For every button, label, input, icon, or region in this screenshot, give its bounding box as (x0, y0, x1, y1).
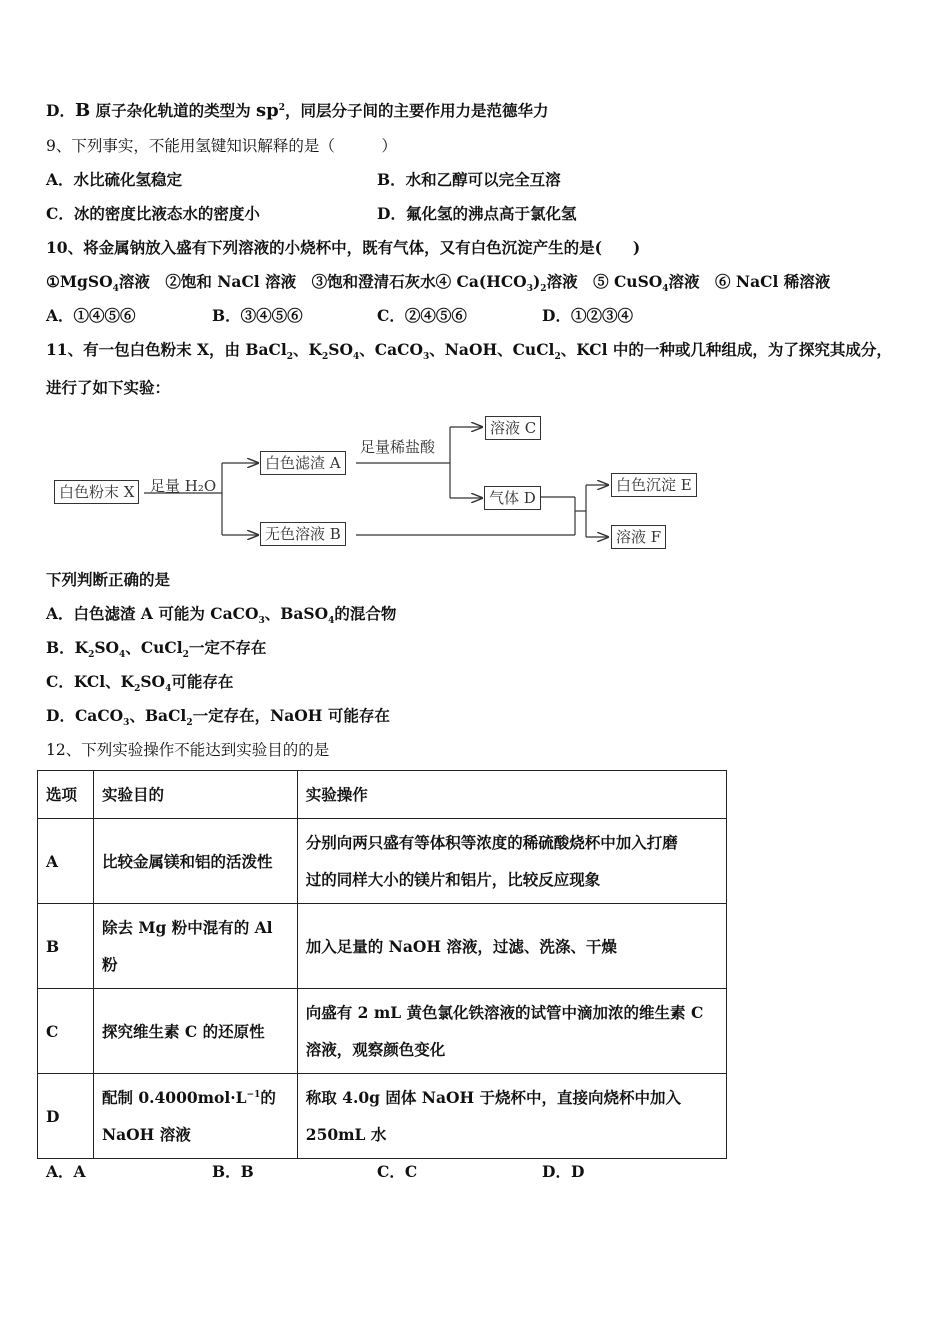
q9-option-b: B．水和乙醇可以完全互溶 (377, 170, 561, 189)
q12-option-b: B．B (212, 1162, 254, 1181)
q11-stem-line2: 进行了如下实验： (46, 378, 171, 397)
flow-label-acid: 足量稀盐酸 (360, 438, 436, 456)
q10-items: ①MgSO$_4$溶液 ②饱和 NaCl 溶液 ③饱和澄清石灰水④ $Ca(HCO_3)_2$溶液 ⑤ CuSO$_4$溶液 ⑥ NaCl 稀溶液 (46, 272, 831, 295)
row-option: A (38, 819, 94, 904)
q10-option-d: D．①②③④ (542, 306, 633, 325)
table-row (38, 904, 727, 989)
flow-box-c: 溶液 C (485, 416, 541, 440)
header-option: 选项 (38, 771, 94, 819)
q8-option-d: D．B 原子杂化轨道的类型为 $sp^2$，同层分子间的主要作用力是范德华力 (46, 100, 549, 121)
q12-stem: 12、下列实验操作不能达到实验目的的是 (46, 741, 330, 759)
q12-table (37, 770, 727, 1159)
row-option: B (38, 904, 94, 989)
q11-stem-line1: 11、有一包白色粉末 X，由 BaCl$_2$、$K_2SO_4$、CaCO$_3$、NaOH、CuCl$_2$、KCl 中的一种或几种组成，为了探究其成分， (46, 340, 892, 363)
table-row (38, 819, 727, 904)
flow-box-x: 白色粉末 X (54, 480, 139, 504)
row-option: C (38, 989, 94, 1074)
q9-option-a: A．水比硫化氢稳定 (46, 170, 183, 189)
q11-option-d: D．CaCO$_3$、BaCl$_2$一定存在，NaOH 可能存在 (46, 706, 390, 729)
row-purpose: 除去 Mg 粉中混有的 Al 粉 (93, 904, 297, 989)
flow-box-d: 气体 D (484, 486, 541, 510)
row-operation: 称取 4.0g 固体 NaOH 于烧杯中，直接向烧杯中加入 250mL 水 (297, 1074, 726, 1159)
table-row (38, 1074, 727, 1159)
header-operation: 实验操作 (297, 771, 726, 819)
q9-option-d: D．氟化氢的沸点高于氯化氢 (377, 204, 577, 223)
row-purpose: 配制 $0.4000mol\cdot L^{-1}$的 NaOH 溶液 (93, 1074, 297, 1159)
header-purpose: 实验目的 (93, 771, 297, 819)
q11-option-b: B．$K_2SO_4$、CuCl$_2$一定不存在 (46, 638, 267, 661)
q9-stem: 9、下列事实，不能用氢键知识解释的是（ ） (46, 137, 397, 155)
q9-option-c: C．冰的密度比液态水的密度小 (46, 204, 260, 223)
q10-option-b: B．③④⑤⑥ (212, 306, 303, 325)
flow-box-a: 白色滤渣 A (260, 451, 346, 475)
q12-option-d: D．D (542, 1162, 585, 1181)
q11-flow-diagram (40, 405, 720, 565)
row-operation: 分别向两只盛有等体积等浓度的稀硫酸烧杯中加入打磨 过的同样大小的镁片和铝片，比较反应现象 (297, 819, 726, 904)
row-purpose: 探究维生素 C 的还原性 (93, 989, 297, 1074)
q10-stem: 10、将金属钠放入盛有下列溶液的小烧杯中，既有气体，又有白色沉淀产生的是( ) (46, 238, 641, 257)
q12-option-a: A．A (46, 1162, 86, 1181)
flow-label-water: 足量 H₂O (150, 477, 217, 495)
q10-option-c: C．②④⑤⑥ (377, 306, 467, 325)
table-header-row (38, 771, 727, 819)
row-purpose: 比较金属镁和铝的活泼性 (93, 819, 297, 904)
q10-option-a: A．①④⑤⑥ (46, 306, 136, 325)
flow-box-e: 白色沉淀 E (611, 473, 697, 497)
q11-option-a: A．白色滤渣 A 可能为 CaCO$_3$、BaSO$_4$的混合物 (46, 604, 397, 627)
row-operation: 向盛有 2 mL 黄色氯化铁溶液的试管中滴加浓的维生素 C 溶液，观察颜色变化 (297, 989, 726, 1074)
table-row (38, 989, 727, 1074)
flow-box-f: 溶液 F (611, 525, 666, 549)
q11-option-c: C．KCl、$K_2SO_4$可能存在 (46, 672, 234, 695)
row-operation: 加入足量的 NaOH 溶液，过滤、洗涤、干燥 (297, 904, 726, 989)
flow-box-b: 无色溶液 B (260, 522, 346, 546)
row-option: D (38, 1074, 94, 1159)
q12-option-c: C．C (377, 1162, 418, 1181)
q11-ask: 下列判断正确的是 (46, 570, 171, 589)
